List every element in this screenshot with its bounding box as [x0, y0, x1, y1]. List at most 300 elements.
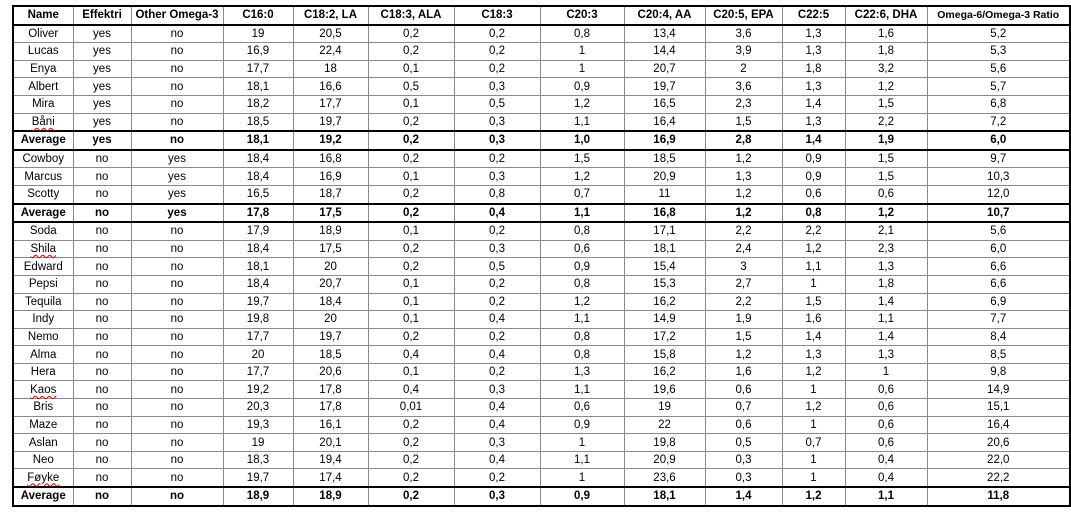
table-cell[interactable]: 2,3	[705, 95, 782, 113]
header-cell[interactable]: Name	[13, 6, 73, 25]
table-cell[interactable]: 0,6	[705, 416, 782, 434]
table-cell[interactable]: no	[73, 346, 131, 364]
row-name-cell[interactable]	[13, 113, 73, 131]
table-cell[interactable]: no	[73, 381, 131, 399]
table-cell[interactable]: 19,2	[223, 381, 293, 399]
table-cell[interactable]: 14,9	[927, 381, 1070, 399]
table-cell[interactable]: no	[131, 434, 223, 452]
table-cell[interactable]: 16,8	[293, 150, 368, 168]
row-name-cell[interactable]	[13, 469, 73, 487]
table-cell[interactable]: no	[131, 60, 223, 78]
table-cell[interactable]: no	[131, 346, 223, 364]
table-cell[interactable]: 6,0	[927, 240, 1070, 258]
table-cell[interactable]: 5,2	[927, 25, 1070, 43]
table-cell[interactable]: 16,5	[624, 95, 705, 113]
average-cell[interactable]: 16,8	[624, 204, 705, 223]
table-cell[interactable]: 0,6	[845, 416, 927, 434]
average-cell[interactable]: 10,7	[927, 204, 1070, 223]
row-name-cell[interactable]: Maze	[13, 416, 73, 434]
table-cell[interactable]: 0,2	[454, 25, 540, 43]
table-cell[interactable]: 0,2	[368, 185, 454, 203]
table-cell[interactable]: 0,2	[454, 150, 540, 168]
table-cell[interactable]: 1,4	[782, 328, 845, 346]
table-cell[interactable]: no	[73, 168, 131, 186]
table-cell[interactable]: 1	[782, 469, 845, 487]
table-cell[interactable]: no	[73, 416, 131, 434]
table-cell[interactable]: 0,1	[368, 363, 454, 381]
average-cell[interactable]: 18,9	[223, 487, 293, 506]
table-cell[interactable]: 7,7	[927, 311, 1070, 329]
table-cell[interactable]: 8,4	[927, 328, 1070, 346]
table-cell[interactable]: 14,9	[624, 311, 705, 329]
table-cell[interactable]: no	[131, 469, 223, 487]
table-cell[interactable]: no	[73, 311, 131, 329]
table-cell[interactable]: 1	[540, 60, 624, 78]
table-cell[interactable]: 1,1	[540, 381, 624, 399]
table-cell[interactable]: 0,4	[845, 469, 927, 487]
average-cell[interactable]: 0,3	[454, 487, 540, 506]
average-label-cell[interactable]: Average	[13, 204, 73, 223]
table-cell[interactable]: 0,6	[845, 399, 927, 417]
table-cell[interactable]: no	[131, 43, 223, 61]
table-cell[interactable]: 17,9	[223, 222, 293, 240]
table-cell[interactable]: 16,2	[624, 293, 705, 311]
table-cell[interactable]: 2,7	[705, 275, 782, 293]
table-cell[interactable]: 0,1	[368, 60, 454, 78]
table-cell[interactable]: 18,4	[293, 293, 368, 311]
average-cell[interactable]: 6,0	[927, 131, 1070, 150]
table-cell[interactable]: 18,3	[223, 451, 293, 469]
header-cell[interactable]: C20:3	[540, 6, 624, 25]
header-cell[interactable]: C20:4, AA	[624, 6, 705, 25]
table-cell[interactable]: 9,8	[927, 363, 1070, 381]
table-cell[interactable]: no	[131, 328, 223, 346]
table-cell[interactable]: 2,2	[845, 113, 927, 131]
table-cell[interactable]: 0,4	[845, 451, 927, 469]
table-cell[interactable]: 0,6	[705, 381, 782, 399]
table-cell[interactable]: 0,9	[540, 78, 624, 96]
table-cell[interactable]: 0,1	[368, 311, 454, 329]
table-cell[interactable]: 1,1	[540, 451, 624, 469]
table-cell[interactable]: 5,6	[927, 60, 1070, 78]
table-cell[interactable]: 7,2	[927, 113, 1070, 131]
table-cell[interactable]: 15,1	[927, 399, 1070, 417]
table-cell[interactable]: no	[131, 416, 223, 434]
table-cell[interactable]: 1,3	[845, 258, 927, 276]
table-cell[interactable]: 20	[293, 258, 368, 276]
table-cell[interactable]: 1,1	[540, 311, 624, 329]
header-cell[interactable]: C18:2, LA	[293, 6, 368, 25]
table-cell[interactable]: 1	[540, 43, 624, 61]
table-cell[interactable]: 20,7	[293, 275, 368, 293]
table-cell[interactable]: 0,2	[368, 434, 454, 452]
table-cell[interactable]: 1,2	[845, 78, 927, 96]
table-cell[interactable]: 2,2	[705, 222, 782, 240]
table-cell[interactable]: 1,5	[845, 168, 927, 186]
table-cell[interactable]: 0,3	[454, 113, 540, 131]
average-cell[interactable]: 0,2	[368, 131, 454, 150]
table-cell[interactable]: 1,5	[845, 95, 927, 113]
table-cell[interactable]: 1,3	[705, 168, 782, 186]
table-cell[interactable]: 0,2	[368, 328, 454, 346]
table-cell[interactable]: 0,9	[782, 168, 845, 186]
table-cell[interactable]: yes	[73, 25, 131, 43]
row-name-cell[interactable]: Scotty	[13, 185, 73, 203]
table-cell[interactable]: no	[131, 240, 223, 258]
table-cell[interactable]: 19	[624, 399, 705, 417]
table-cell[interactable]: 0,2	[454, 275, 540, 293]
table-cell[interactable]: 1,2	[705, 150, 782, 168]
average-label-cell[interactable]: Average	[13, 487, 73, 506]
table-cell[interactable]: 2,1	[845, 222, 927, 240]
table-cell[interactable]: 0,5	[454, 95, 540, 113]
table-cell[interactable]: 1,2	[705, 346, 782, 364]
table-cell[interactable]: 0,7	[705, 399, 782, 417]
table-cell[interactable]: 2	[705, 60, 782, 78]
table-cell[interactable]: 19	[223, 25, 293, 43]
table-cell[interactable]: 1,2	[705, 185, 782, 203]
table-cell[interactable]: 0,2	[368, 451, 454, 469]
table-cell[interactable]: 17,5	[293, 240, 368, 258]
table-cell[interactable]: no	[73, 222, 131, 240]
table-cell[interactable]: 0,5	[454, 258, 540, 276]
table-cell[interactable]: 18,1	[624, 240, 705, 258]
table-cell[interactable]: 0,2	[368, 25, 454, 43]
row-name-cell[interactable]: Tequila	[13, 293, 73, 311]
table-cell[interactable]: 16,5	[223, 185, 293, 203]
table-cell[interactable]: 13,4	[624, 25, 705, 43]
table-cell[interactable]: 0,4	[368, 346, 454, 364]
table-cell[interactable]: 2,2	[782, 222, 845, 240]
row-name-cell[interactable]: Hera	[13, 363, 73, 381]
row-name-cell[interactable]: Marcus	[13, 168, 73, 186]
table-cell[interactable]: 1,3	[782, 25, 845, 43]
table-cell[interactable]: no	[73, 240, 131, 258]
average-cell[interactable]: 0,3	[454, 131, 540, 150]
table-cell[interactable]: 0,3	[454, 240, 540, 258]
table-cell[interactable]: 17,7	[223, 60, 293, 78]
table-cell[interactable]: 0,2	[368, 240, 454, 258]
table-cell[interactable]: 0,2	[368, 113, 454, 131]
table-cell[interactable]: no	[73, 451, 131, 469]
table-cell[interactable]: 19,7	[293, 328, 368, 346]
table-cell[interactable]: no	[73, 399, 131, 417]
table-cell[interactable]: 0,5	[368, 78, 454, 96]
table-cell[interactable]: 23,6	[624, 469, 705, 487]
table-cell[interactable]: no	[131, 258, 223, 276]
table-cell[interactable]: 0,2	[368, 258, 454, 276]
table-cell[interactable]: 17,4	[293, 469, 368, 487]
table-cell[interactable]: 0,2	[368, 416, 454, 434]
table-cell[interactable]: 18,5	[293, 346, 368, 364]
table-cell[interactable]: 6,8	[927, 95, 1070, 113]
table-cell[interactable]: 18,7	[293, 185, 368, 203]
table-cell[interactable]: yes	[131, 185, 223, 203]
row-name-cell[interactable]: Lucas	[13, 43, 73, 61]
table-cell[interactable]: yes	[73, 78, 131, 96]
table-cell[interactable]: 18,4	[223, 275, 293, 293]
table-cell[interactable]: 3,6	[705, 78, 782, 96]
table-cell[interactable]: 0,8	[540, 25, 624, 43]
table-cell[interactable]: no	[73, 434, 131, 452]
average-cell[interactable]: 0,8	[782, 204, 845, 223]
row-name-cell[interactable]: Aslan	[13, 434, 73, 452]
table-cell[interactable]: 19,8	[624, 434, 705, 452]
average-cell[interactable]: 18,1	[624, 487, 705, 506]
table-cell[interactable]: 16,4	[927, 416, 1070, 434]
table-cell[interactable]: 1,2	[540, 293, 624, 311]
table-cell[interactable]: no	[131, 451, 223, 469]
table-cell[interactable]: 0,4	[368, 381, 454, 399]
table-cell[interactable]: 0,2	[368, 469, 454, 487]
table-cell[interactable]: 0,9	[782, 150, 845, 168]
table-cell[interactable]: 0,6	[845, 381, 927, 399]
table-cell[interactable]: 18,5	[624, 150, 705, 168]
table-cell[interactable]: no	[131, 293, 223, 311]
row-name-cell[interactable]: Bris	[13, 399, 73, 417]
table-cell[interactable]: 1,4	[845, 328, 927, 346]
table-cell[interactable]: yes	[73, 43, 131, 61]
table-cell[interactable]: 19,7	[624, 78, 705, 96]
table-cell[interactable]: 6,9	[927, 293, 1070, 311]
table-cell[interactable]: 17,7	[223, 328, 293, 346]
table-cell[interactable]: 19,7	[223, 293, 293, 311]
table-cell[interactable]: 0,3	[454, 78, 540, 96]
row-name-cell[interactable]: Pepsi	[13, 275, 73, 293]
table-cell[interactable]: 1,6	[845, 25, 927, 43]
average-cell[interactable]: 17,8	[223, 204, 293, 223]
table-cell[interactable]: 16,9	[223, 43, 293, 61]
table-cell[interactable]: 0,3	[705, 451, 782, 469]
average-cell[interactable]: no	[131, 487, 223, 506]
table-cell[interactable]: 0,8	[540, 346, 624, 364]
average-cell[interactable]: no	[131, 131, 223, 150]
table-cell[interactable]: 18,1	[223, 78, 293, 96]
table-cell[interactable]: 0,2	[454, 363, 540, 381]
average-cell[interactable]: 1,4	[782, 131, 845, 150]
table-cell[interactable]: no	[73, 293, 131, 311]
average-cell[interactable]: 11,8	[927, 487, 1070, 506]
table-cell[interactable]: 1,3	[782, 113, 845, 131]
table-cell[interactable]: 3	[705, 258, 782, 276]
table-cell[interactable]: 18,4	[223, 168, 293, 186]
table-cell[interactable]: 0,9	[540, 416, 624, 434]
table-cell[interactable]: no	[73, 469, 131, 487]
table-cell[interactable]: 2,3	[845, 240, 927, 258]
table-cell[interactable]: 22,4	[293, 43, 368, 61]
average-cell[interactable]: 0,2	[368, 487, 454, 506]
table-cell[interactable]: 0,2	[454, 222, 540, 240]
table-cell[interactable]: 5,3	[927, 43, 1070, 61]
table-cell[interactable]: no	[131, 363, 223, 381]
table-cell[interactable]: 22,0	[927, 451, 1070, 469]
average-cell[interactable]: 1,4	[705, 487, 782, 506]
table-cell[interactable]: 5,6	[927, 222, 1070, 240]
table-cell[interactable]: 1,5	[845, 150, 927, 168]
header-cell[interactable]: C22:6, DHA	[845, 6, 927, 25]
table-cell[interactable]: 20,5	[293, 25, 368, 43]
table-cell[interactable]: no	[73, 185, 131, 203]
table-cell[interactable]: 0,2	[368, 150, 454, 168]
table-cell[interactable]: 1,2	[782, 363, 845, 381]
table-cell[interactable]: 14,4	[624, 43, 705, 61]
table-cell[interactable]: 1	[540, 434, 624, 452]
table-cell[interactable]: no	[131, 78, 223, 96]
table-cell[interactable]: 0,3	[705, 469, 782, 487]
average-cell[interactable]: no	[73, 487, 131, 506]
table-cell[interactable]: 1,9	[705, 311, 782, 329]
table-cell[interactable]: 1,2	[540, 168, 624, 186]
average-cell[interactable]: 1,2	[782, 487, 845, 506]
table-cell[interactable]: 3,9	[705, 43, 782, 61]
average-cell[interactable]: 1,2	[845, 204, 927, 223]
table-cell[interactable]: 19	[223, 434, 293, 452]
table-cell[interactable]: 15,3	[624, 275, 705, 293]
table-cell[interactable]: 1,5	[782, 293, 845, 311]
table-cell[interactable]: 9,7	[927, 150, 1070, 168]
table-cell[interactable]: no	[131, 275, 223, 293]
table-cell[interactable]: 20,3	[223, 399, 293, 417]
table-cell[interactable]: 0,2	[454, 469, 540, 487]
average-cell[interactable]: no	[73, 204, 131, 223]
table-cell[interactable]: 1,2	[782, 240, 845, 258]
average-cell[interactable]: 1,9	[845, 131, 927, 150]
table-cell[interactable]: no	[131, 25, 223, 43]
table-cell[interactable]: 0,4	[454, 416, 540, 434]
table-cell[interactable]: no	[131, 311, 223, 329]
table-cell[interactable]: 0,5	[705, 434, 782, 452]
table-cell[interactable]: no	[73, 328, 131, 346]
table-cell[interactable]: 19,8	[223, 311, 293, 329]
header-cell[interactable]: C18:3	[454, 6, 540, 25]
average-cell[interactable]: 0,4	[454, 204, 540, 223]
table-cell[interactable]: 0,2	[454, 60, 540, 78]
average-cell[interactable]: 18,1	[223, 131, 293, 150]
header-cell[interactable]: C22:5	[782, 6, 845, 25]
average-cell[interactable]: 1,0	[540, 131, 624, 150]
header-cell[interactable]: Omega-6/Omega-3 Ratio	[927, 6, 1070, 25]
table-cell[interactable]: 0,6	[845, 185, 927, 203]
average-cell[interactable]: 17,5	[293, 204, 368, 223]
table-cell[interactable]: 17,2	[624, 328, 705, 346]
table-cell[interactable]: 0,9	[540, 258, 624, 276]
table-cell[interactable]: 1,5	[705, 113, 782, 131]
table-cell[interactable]: no	[131, 95, 223, 113]
table-cell[interactable]: 18,9	[293, 222, 368, 240]
table-cell[interactable]: yes	[131, 150, 223, 168]
average-cell[interactable]: 16,9	[624, 131, 705, 150]
table-cell[interactable]: 0,6	[540, 399, 624, 417]
table-cell[interactable]: 22,2	[927, 469, 1070, 487]
table-cell[interactable]: 19,3	[223, 416, 293, 434]
row-name-cell[interactable]: Indy	[13, 311, 73, 329]
table-cell[interactable]: 19,6	[624, 381, 705, 399]
table-cell[interactable]: 0,3	[454, 168, 540, 186]
row-name-cell[interactable]: Neo	[13, 451, 73, 469]
table-cell[interactable]: 0,1	[368, 293, 454, 311]
table-cell[interactable]: 0,4	[454, 451, 540, 469]
table-cell[interactable]: 18,1	[223, 258, 293, 276]
table-cell[interactable]: 3,6	[705, 25, 782, 43]
table-cell[interactable]: 20	[223, 346, 293, 364]
table-cell[interactable]: 0,6	[845, 434, 927, 452]
table-cell[interactable]: 19,7	[293, 113, 368, 131]
table-cell[interactable]: 15,8	[624, 346, 705, 364]
table-cell[interactable]: 16,1	[293, 416, 368, 434]
row-name-cell[interactable]: Enya	[13, 60, 73, 78]
table-cell[interactable]: 0,2	[368, 43, 454, 61]
average-cell[interactable]: 1,1	[540, 204, 624, 223]
table-cell[interactable]: 1,8	[782, 60, 845, 78]
table-cell[interactable]: no	[131, 399, 223, 417]
row-name-cell[interactable]: Edward	[13, 258, 73, 276]
table-cell[interactable]: 18,5	[223, 113, 293, 131]
table-cell[interactable]: 1,5	[705, 328, 782, 346]
table-cell[interactable]: 0,4	[454, 346, 540, 364]
average-cell[interactable]: 18,9	[293, 487, 368, 506]
table-cell[interactable]: 1,2	[540, 95, 624, 113]
average-label-cell[interactable]: Average	[13, 131, 73, 150]
table-cell[interactable]: 1	[782, 451, 845, 469]
row-name-cell[interactable]: Alma	[13, 346, 73, 364]
table-cell[interactable]: no	[73, 275, 131, 293]
row-name-cell[interactable]: Soda	[13, 222, 73, 240]
table-cell[interactable]: 1,2	[782, 399, 845, 417]
average-cell[interactable]: 2,8	[705, 131, 782, 150]
table-cell[interactable]: 16,4	[624, 113, 705, 131]
table-cell[interactable]: 6,6	[927, 258, 1070, 276]
table-cell[interactable]: 17,8	[293, 381, 368, 399]
table-cell[interactable]: 1,4	[782, 95, 845, 113]
table-cell[interactable]: 0,8	[540, 328, 624, 346]
table-cell[interactable]: 22	[624, 416, 705, 434]
table-cell[interactable]: no	[131, 222, 223, 240]
table-cell[interactable]: 1,1	[782, 258, 845, 276]
row-name-cell[interactable]: Oliver	[13, 25, 73, 43]
table-cell[interactable]: no	[131, 113, 223, 131]
table-cell[interactable]: 18,4	[223, 150, 293, 168]
table-cell[interactable]: 1	[782, 416, 845, 434]
table-cell[interactable]: 0,4	[454, 311, 540, 329]
average-cell[interactable]: 0,2	[368, 204, 454, 223]
table-cell[interactable]: 0,3	[454, 381, 540, 399]
table-cell[interactable]: 1,8	[845, 43, 927, 61]
table-cell[interactable]: 19,4	[293, 451, 368, 469]
row-name-cell[interactable]: Albert	[13, 78, 73, 96]
average-cell[interactable]: 19,2	[293, 131, 368, 150]
table-cell[interactable]: no	[73, 363, 131, 381]
table-cell[interactable]: 17,8	[293, 399, 368, 417]
table-cell[interactable]: 17,7	[293, 95, 368, 113]
table-cell[interactable]: 1,3	[845, 346, 927, 364]
table-cell[interactable]: 11	[624, 185, 705, 203]
table-cell[interactable]: 1,1	[845, 311, 927, 329]
table-cell[interactable]: 16,2	[624, 363, 705, 381]
table-cell[interactable]: 0,8	[454, 185, 540, 203]
table-cell[interactable]: 0,2	[454, 293, 540, 311]
table-cell[interactable]: 0,8	[540, 222, 624, 240]
table-cell[interactable]: 1,3	[540, 363, 624, 381]
header-cell[interactable]: C18:3, ALA	[368, 6, 454, 25]
table-cell[interactable]: 1	[782, 275, 845, 293]
table-cell[interactable]: 20,9	[624, 168, 705, 186]
row-name-cell[interactable]: Mira	[13, 95, 73, 113]
table-cell[interactable]: 0,7	[782, 434, 845, 452]
table-cell[interactable]: 1,8	[845, 275, 927, 293]
table-cell[interactable]: 1,3	[782, 43, 845, 61]
table-cell[interactable]: 0,3	[454, 434, 540, 452]
table-cell[interactable]: 10,3	[927, 168, 1070, 186]
